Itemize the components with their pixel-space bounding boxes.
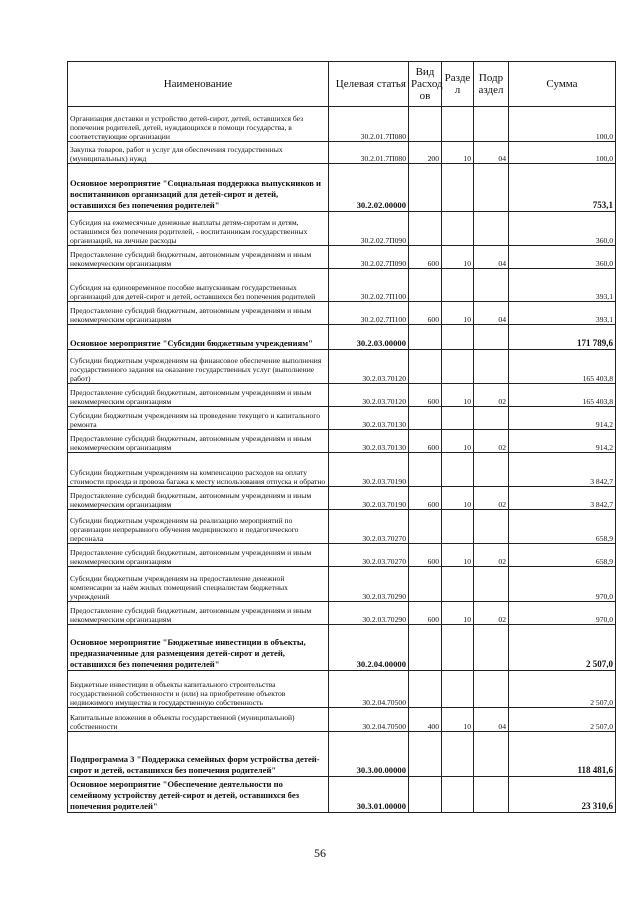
cell-section xyxy=(442,269,474,302)
cell-name: Предоставление субсидий бюджетным, автономным учреждениям и иным некоммерческим организациям xyxy=(68,602,329,625)
cell-name: Предоставление субсидий бюджетным, автономным учреждениям и иным некоммерческим организациям xyxy=(68,246,329,269)
cell-subsection xyxy=(474,325,509,350)
cell-target-article: 30.2.03.70120 xyxy=(329,384,409,407)
cell-target-article: 30.2.03.00000 xyxy=(329,325,409,350)
cell-target-article: 30.2.02.00000 xyxy=(329,164,409,212)
cell-expense-type xyxy=(409,777,442,813)
cell-section xyxy=(442,325,474,350)
cell-target-article: 30.2.02.7П100 xyxy=(329,269,409,302)
cell-subsection xyxy=(474,671,509,708)
cell-sum: 165 403,8 xyxy=(509,350,616,384)
page-number: 56 xyxy=(314,846,326,860)
cell-target-article: 30.2.03.70290 xyxy=(329,567,409,602)
cell-subsection: 04 xyxy=(474,302,509,325)
cell-name: Субсидии бюджетным учреждениям на предоставление денежной компенсации за наём жилых помещений специалистам бюджетных учреждений xyxy=(68,567,329,602)
cell-target-article: 30.2.04.00000 xyxy=(329,625,409,671)
cell-section xyxy=(442,732,474,777)
cell-name: Субсидии бюджетным учреждениям на проведение текущего и капитального ремонта xyxy=(68,407,329,430)
cell-subsection xyxy=(474,350,509,384)
cell-expense-type xyxy=(409,407,442,430)
table-row xyxy=(68,732,616,777)
cell-expense-type: 600 xyxy=(409,430,442,453)
cell-expense-type xyxy=(409,510,442,544)
cell-target-article: 30.2.02.7П090 xyxy=(329,212,409,246)
table-row xyxy=(68,269,616,302)
cell-subsection xyxy=(474,453,509,487)
cell-subsection xyxy=(474,107,509,142)
table-row xyxy=(68,302,616,325)
cell-name: Субсидия на единовременное пособие выпускникам государственных организаций для детей-сирот и детей, оставшихся без попечения родителей xyxy=(68,269,329,302)
cell-expense-type: 600 xyxy=(409,302,442,325)
cell-sum: 914,2 xyxy=(509,430,616,453)
table-row xyxy=(68,107,616,142)
cell-target-article: 30.3.01.00000 xyxy=(329,777,409,813)
cell-name: Субсидии бюджетным учреждениям на реализацию мероприятий по организации непрерывного обучения медицинского и педагогического персонала xyxy=(68,510,329,544)
cell-sum: 360,0 xyxy=(509,212,616,246)
cell-name: Предоставление субсидий бюджетным, автономным учреждениям и иным некоммерческим организациям xyxy=(68,384,329,407)
cell-sum: 118 481,6 xyxy=(509,732,616,777)
cell-sum: 2 507,0 xyxy=(509,671,616,708)
cell-subsection xyxy=(474,777,509,813)
table-row xyxy=(68,430,616,453)
cell-sum: 100,0 xyxy=(509,107,616,142)
cell-name: Основное мероприятие "Субсидии бюджетным учреждениям" xyxy=(68,325,329,350)
cell-expense-type: 600 xyxy=(409,544,442,567)
cell-sum: 658,9 xyxy=(509,510,616,544)
cell-sum: 3 842,7 xyxy=(509,487,616,510)
cell-target-article: 30.2.03.70270 xyxy=(329,510,409,544)
cell-subsection xyxy=(474,510,509,544)
cell-sum: 3 842,7 xyxy=(509,453,616,487)
table-row xyxy=(68,246,616,269)
cell-expense-type xyxy=(409,671,442,708)
cell-sum: 393,1 xyxy=(509,302,616,325)
cell-section: 10 xyxy=(442,384,474,407)
cell-sum: 393,1 xyxy=(509,269,616,302)
cell-target-article: 30.2.01.7П080 xyxy=(329,142,409,164)
table-row xyxy=(68,350,616,384)
cell-expense-type xyxy=(409,269,442,302)
cell-expense-type xyxy=(409,164,442,212)
cell-subsection xyxy=(474,407,509,430)
cell-section xyxy=(442,453,474,487)
cell-name: Бюджетные инвестиции в объекты капитального строительства государственной собственности и (или) на приобретение объектов недвижимого имущества в государственную собственность xyxy=(68,671,329,708)
cell-target-article: 30.2.03.70130 xyxy=(329,407,409,430)
table-row xyxy=(68,671,616,708)
cell-subsection xyxy=(474,212,509,246)
cell-target-article: 30.2.03.70290 xyxy=(329,602,409,625)
cell-name: Капитальные вложения в объекты государственной (муниципальной) собственности xyxy=(68,708,329,732)
cell-name: Закупка товаров, работ и услуг для обеспечения государственных (муниципальных) нужд xyxy=(68,142,329,164)
table-row xyxy=(68,544,616,567)
cell-subsection xyxy=(474,269,509,302)
cell-name: Организация доставки и устройство детей-сирот, детей, оставшихся без попечения родителей, детей, нуждающихся в помощи государства, в соответствующие организации xyxy=(68,107,329,142)
cell-section: 10 xyxy=(442,487,474,510)
cell-target-article: 30.2.04.70500 xyxy=(329,708,409,732)
cell-expense-type: 600 xyxy=(409,487,442,510)
cell-sum: 970,0 xyxy=(509,567,616,602)
cell-expense-type xyxy=(409,625,442,671)
cell-sum: 658,9 xyxy=(509,544,616,567)
header-name: Наименование xyxy=(68,62,329,107)
cell-expense-type xyxy=(409,567,442,602)
cell-sum: 753,1 xyxy=(509,164,616,212)
cell-section xyxy=(442,350,474,384)
cell-name: Субсидии бюджетным учреждениям на финансовое обеспечение выполнения государственного задания на оказание государственных услуг (выполнение работ) xyxy=(68,350,329,384)
cell-expense-type: 400 xyxy=(409,708,442,732)
table-row xyxy=(68,212,616,246)
cell-name: Основное мероприятие "Бюджетные инвестиции в объекты, предназначенные для размещения детей-сирот и детей, оставшихся без попечения родителей" xyxy=(68,625,329,671)
cell-subsection: 02 xyxy=(474,430,509,453)
table-row xyxy=(68,708,616,732)
cell-target-article: 30.2.02.7П090 xyxy=(329,246,409,269)
table-row xyxy=(68,325,616,350)
cell-target-article: 30.2.03.70120 xyxy=(329,350,409,384)
table-row xyxy=(68,625,616,671)
cell-section: 10 xyxy=(442,142,474,164)
table-row xyxy=(68,453,616,487)
cell-name: Предоставление субсидий бюджетным, автономным учреждениям и иным некоммерческим организациям xyxy=(68,302,329,325)
header-subsection: Подр аздел xyxy=(474,62,509,107)
cell-expense-type: 200 xyxy=(409,142,442,164)
cell-expense-type xyxy=(409,325,442,350)
cell-subsection: 02 xyxy=(474,544,509,567)
cell-section: 10 xyxy=(442,708,474,732)
cell-section: 10 xyxy=(442,246,474,269)
cell-section xyxy=(442,777,474,813)
cell-section xyxy=(442,164,474,212)
cell-section: 10 xyxy=(442,544,474,567)
cell-subsection xyxy=(474,625,509,671)
cell-sum: 165 403,8 xyxy=(509,384,616,407)
cell-expense-type: 600 xyxy=(409,384,442,407)
cell-name: Предоставление субсидий бюджетным, автономным учреждениям и иным некоммерческим организациям xyxy=(68,544,329,567)
cell-subsection: 04 xyxy=(474,708,509,732)
cell-target-article: 30.2.03.70190 xyxy=(329,453,409,487)
cell-sum: 914,2 xyxy=(509,407,616,430)
table-row xyxy=(68,487,616,510)
cell-section xyxy=(442,510,474,544)
cell-subsection: 04 xyxy=(474,246,509,269)
cell-section xyxy=(442,671,474,708)
cell-expense-type xyxy=(409,350,442,384)
table-row xyxy=(68,164,616,212)
cell-subsection: 02 xyxy=(474,384,509,407)
cell-subsection: 02 xyxy=(474,602,509,625)
cell-subsection xyxy=(474,732,509,777)
cell-name: Основное мероприятие "Обеспечение деятельности по семейному устройству детей-сирот и детей, оставшихся без попечения родителей" xyxy=(68,777,329,813)
cell-name: Субсидии бюджетным учреждениям на компенсацию расходов на оплату стоимости проезда и провоза багажа к месту использования отпуска и обратно xyxy=(68,453,329,487)
cell-sum: 100,0 xyxy=(509,142,616,164)
cell-expense-type xyxy=(409,212,442,246)
cell-name: Предоставление субсидий бюджетным, автономным учреждениям и иным некоммерческим организациям xyxy=(68,430,329,453)
table-row xyxy=(68,567,616,602)
cell-name: Подпрограмма 3 "Поддержка семейных форм устройства детей-сирот и детей, оставшихся без попечения родителей" xyxy=(68,732,329,777)
cell-expense-type xyxy=(409,732,442,777)
cell-target-article: 30.2.03.70130 xyxy=(329,430,409,453)
cell-target-article: 30.2.01.7П080 xyxy=(329,107,409,142)
cell-name: Предоставление субсидий бюджетным, автономным учреждениям и иным некоммерческим организациям xyxy=(68,487,329,510)
header-sum: Сумма xyxy=(509,62,616,107)
table-row xyxy=(68,510,616,544)
cell-section xyxy=(442,407,474,430)
cell-section: 10 xyxy=(442,430,474,453)
cell-sum: 23 310,6 xyxy=(509,777,616,813)
cell-sum: 2 507,0 xyxy=(509,708,616,732)
cell-expense-type xyxy=(409,107,442,142)
cell-target-article: 30.2.02.7П100 xyxy=(329,302,409,325)
cell-name: Субсидия на ежемесячные денежные выплаты детям-сиротам и детям, оставшимся без попечения родителей, - воспитанникам государственных организаций, на личные расходы xyxy=(68,212,329,246)
cell-target-article: 30.2.04.70500 xyxy=(329,671,409,708)
budget-table xyxy=(67,61,616,813)
header-expense-type: Вид Расход ов xyxy=(409,62,442,107)
cell-sum: 2 507,0 xyxy=(509,625,616,671)
table-row xyxy=(68,142,616,164)
table-row xyxy=(68,777,616,813)
cell-subsection xyxy=(474,567,509,602)
cell-section: 10 xyxy=(442,602,474,625)
cell-section: 10 xyxy=(442,302,474,325)
cell-sum: 360,0 xyxy=(509,246,616,269)
cell-section xyxy=(442,567,474,602)
cell-expense-type: 600 xyxy=(409,246,442,269)
cell-target-article: 30.3.00.00000 xyxy=(329,732,409,777)
cell-subsection: 04 xyxy=(474,142,509,164)
cell-expense-type: 600 xyxy=(409,602,442,625)
table-header-row xyxy=(68,62,616,107)
cell-section xyxy=(442,212,474,246)
header-section: Разде л xyxy=(442,62,474,107)
cell-sum: 171 789,6 xyxy=(509,325,616,350)
table-row xyxy=(68,384,616,407)
cell-sum: 970,0 xyxy=(509,602,616,625)
cell-expense-type xyxy=(409,453,442,487)
table-row xyxy=(68,602,616,625)
header-target-article: Целевая статья xyxy=(329,62,409,107)
cell-section xyxy=(442,107,474,142)
cell-subsection: 02 xyxy=(474,487,509,510)
cell-target-article: 30.2.03.70270 xyxy=(329,544,409,567)
cell-name: Основное мероприятие "Социальная поддержка выпускников и воспитанников организаций для детей-сирот и детей, оставшихся без попечения родителей" xyxy=(68,164,329,212)
table-row xyxy=(68,407,616,430)
cell-target-article: 30.2.03.70190 xyxy=(329,487,409,510)
cell-subsection xyxy=(474,164,509,212)
cell-section xyxy=(442,625,474,671)
